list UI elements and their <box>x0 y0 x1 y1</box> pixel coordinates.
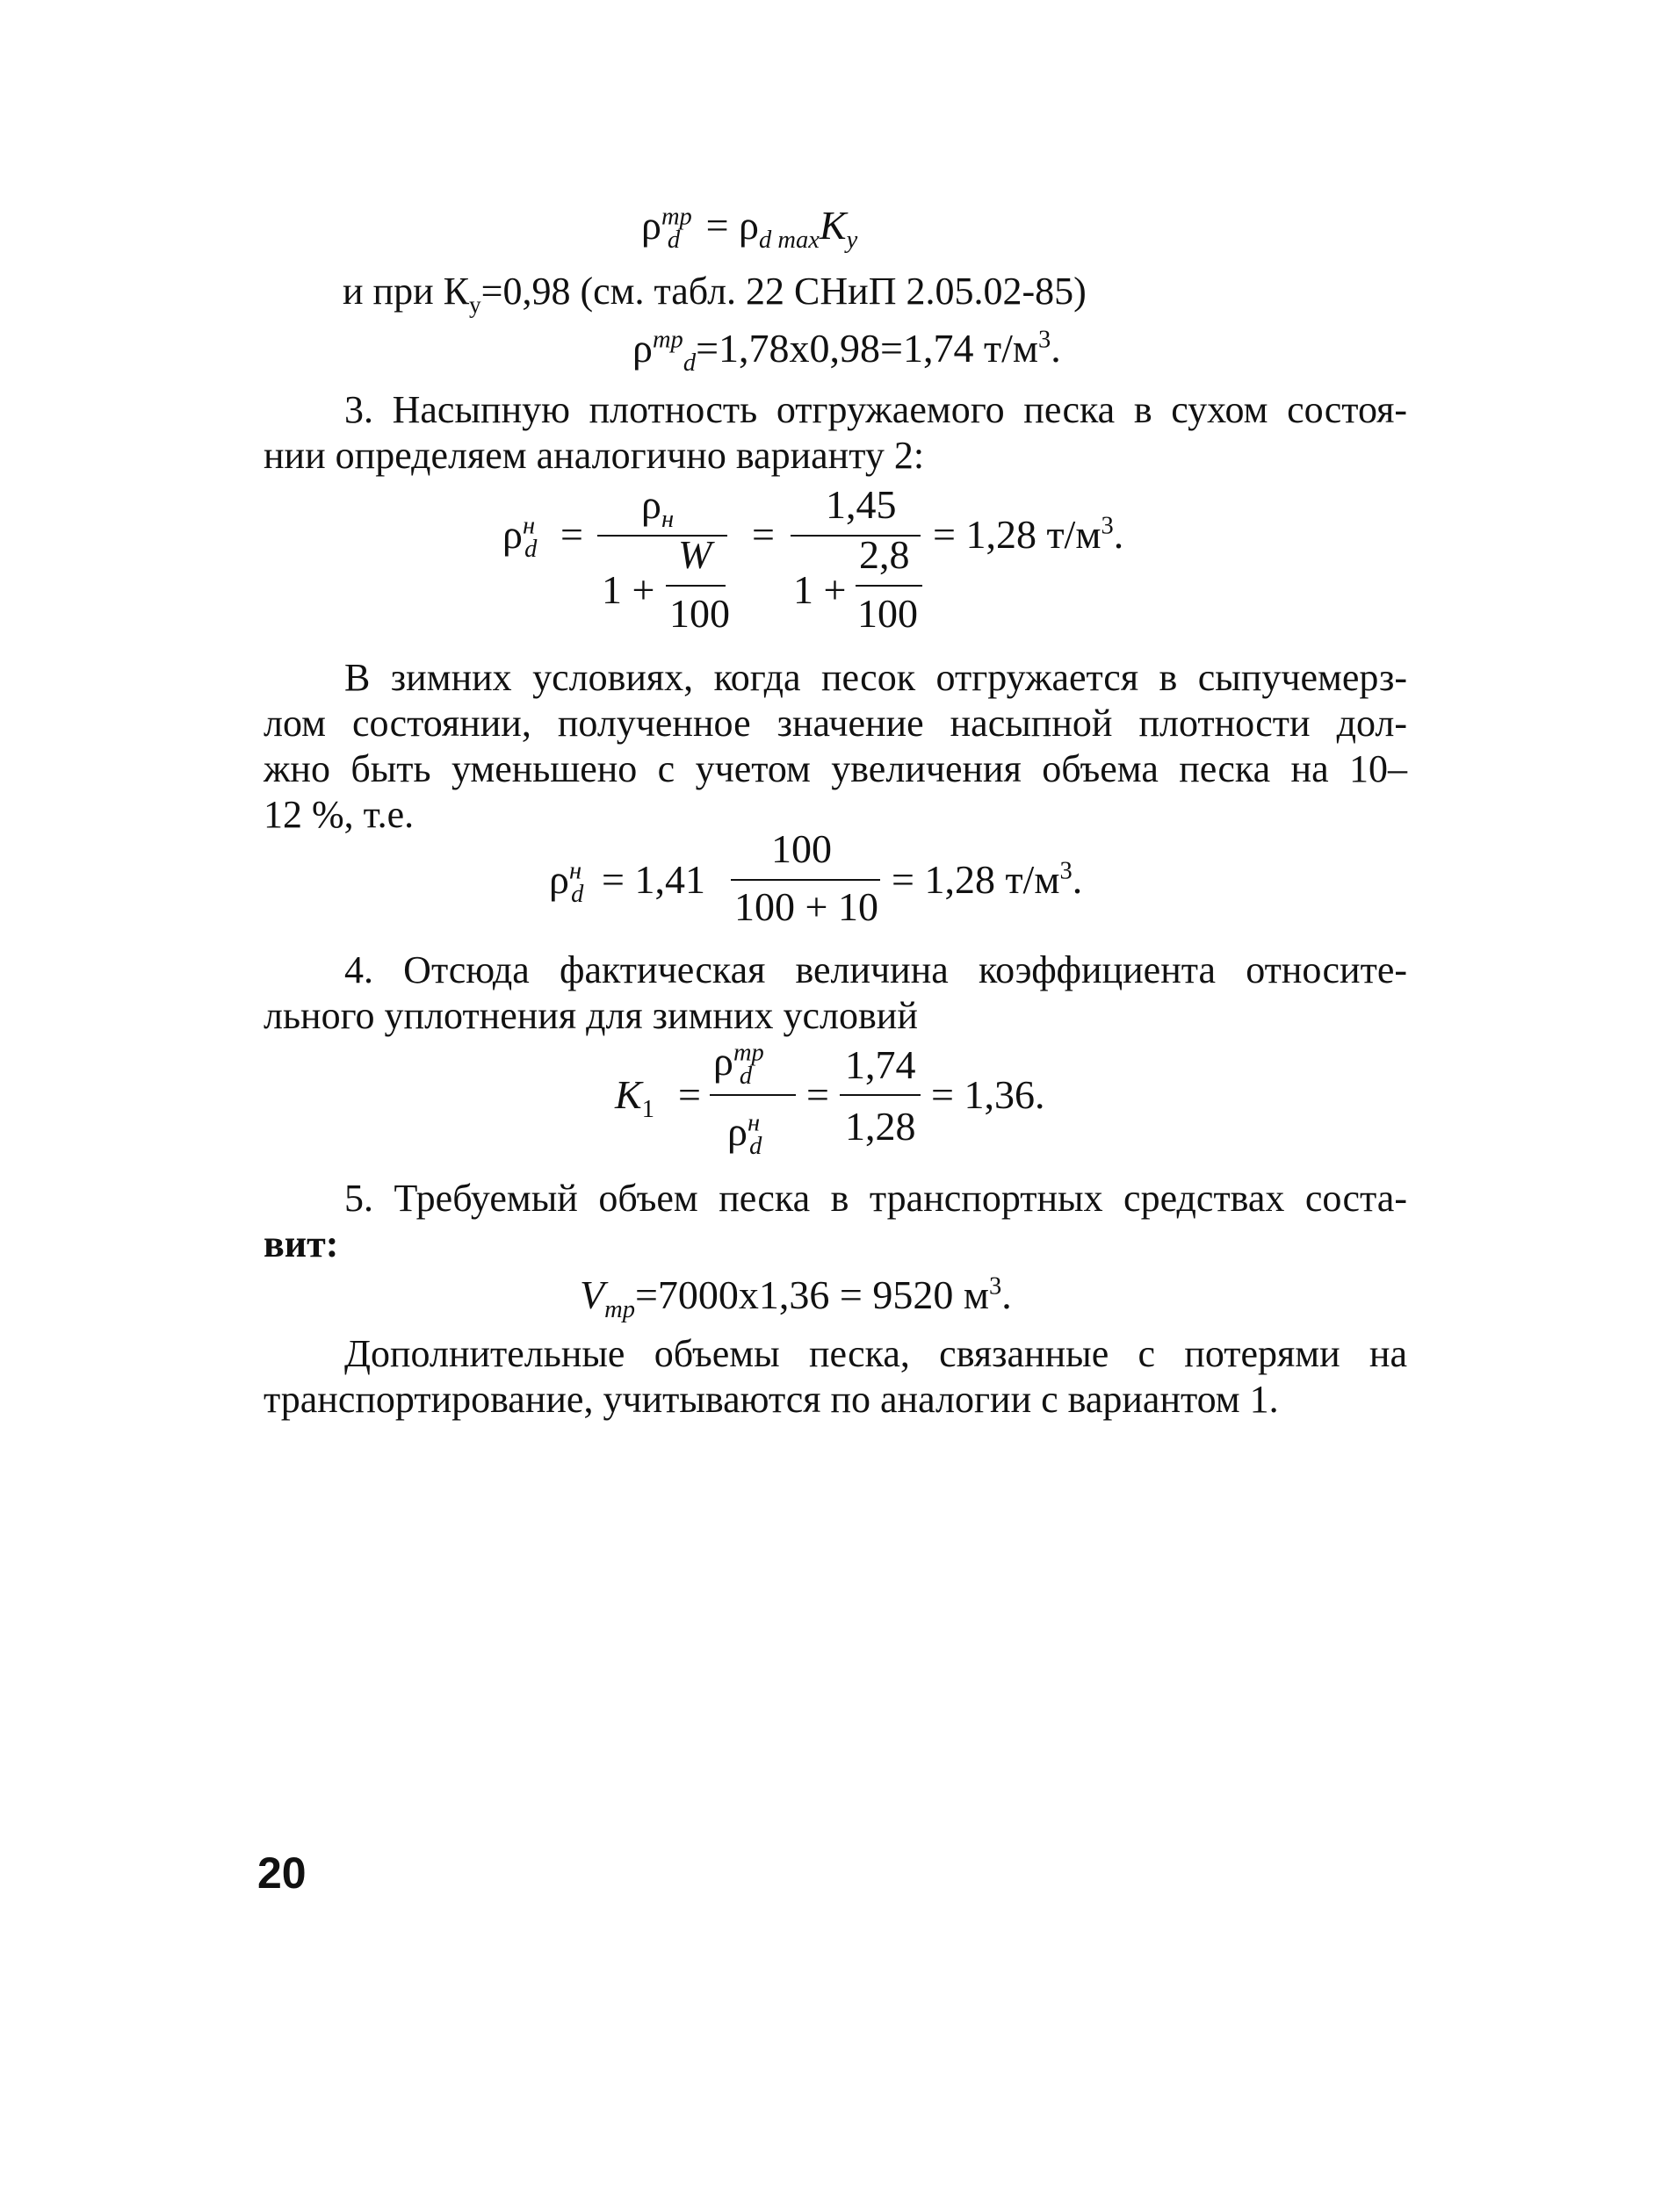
f3-result-sup: 3 <box>1101 512 1114 540</box>
f5-eq1: = <box>678 1072 701 1117</box>
f3-frac1-num-sub: н <box>661 506 675 534</box>
winter-line-3: жно быть уменьшено с учетом увеличения объема песка на 10– <box>264 747 1407 790</box>
f6-sup: 3 <box>988 1272 1002 1301</box>
final-line-1: Дополнительные объемы песка, связанные с потерями на <box>344 1332 1407 1375</box>
f3-lhs-sup: н <box>522 512 536 540</box>
ky-line-rest: =0,98 (см. табл. 22 СНиП 2.05.02-85) <box>480 270 1087 313</box>
para3-line2: нии определяем аналогично варианту 2: <box>264 434 925 477</box>
f5-lhs <box>615 1071 654 1124</box>
f5-result: = 1,36. <box>931 1072 1045 1117</box>
rhs-rho: = ρ <box>705 203 759 248</box>
winter-line-2: лом состоянии, полученное значение насыпной плотности дол- <box>264 702 1407 745</box>
f5-frac1-num-rho: ρ <box>713 1039 733 1084</box>
f6-lhs-sub: тр <box>604 1296 635 1324</box>
page-number: 20 <box>257 1848 307 1898</box>
f5-frac1-num <box>713 1038 764 1091</box>
k-symbol: K <box>819 203 847 248</box>
f3-frac1-den-prefix: 1 + <box>602 567 655 612</box>
f4-frac-den: 100 + 10 <box>734 884 878 929</box>
f3-frac1-inner-bar <box>666 585 726 587</box>
f4-lhs <box>549 856 584 909</box>
f3-eq2: = <box>752 512 775 557</box>
f4-coef: = 1,41 <box>602 857 705 902</box>
f6-dot: . <box>1001 1272 1012 1317</box>
rho-calc-unit-sup: 3 <box>1037 326 1051 354</box>
f3-frac2-inner-den: 100 <box>857 591 918 636</box>
rho-calc: ρ <box>632 326 653 371</box>
sup-tr: тр <box>661 203 692 231</box>
f5-frac1-den-sub: d <box>749 1133 762 1161</box>
f3-frac1-num-rho: ρ <box>641 482 661 527</box>
para4-line2: льного уплотнения для зимних условий <box>264 994 918 1037</box>
f3-lhs-rho: ρ <box>502 512 523 557</box>
rho-calc-rest: =1,78х0,98=1,74 т/м <box>696 326 1038 371</box>
f4-result-text: = 1,28 т/м <box>892 857 1060 902</box>
f4-lhs-rho: ρ <box>549 857 569 902</box>
para4-line1: 4. Отсюда фактическая величина коэффициента относите- <box>344 948 1407 991</box>
f3-lhs <box>502 511 538 564</box>
f6-lhs-v: V <box>580 1272 605 1317</box>
f5-frac1-num-sub: d <box>739 1063 753 1091</box>
winter-line-1: В зимних условиях, когда песок отгружается в сыпучемерз- <box>344 656 1407 699</box>
f5-frac2-num: 1,74 <box>845 1042 916 1087</box>
f3-frac2-den-prefix: 1 + <box>793 567 847 612</box>
rho-symbol: ρ <box>641 203 661 248</box>
f3-result <box>933 511 1123 558</box>
f5-frac2-den: 1,28 <box>845 1104 916 1149</box>
f3-frac2-inner-bar <box>856 585 922 587</box>
f5-frac1-den <box>727 1108 762 1161</box>
f3-result-dot: . <box>1113 512 1124 557</box>
para5-line1: 5. Требуемый объем песка в транспортных средствах соста- <box>344 1177 1407 1220</box>
winter-line-4: 12 %, т.е. <box>264 793 415 836</box>
rho-calc-dot: . <box>1051 326 1061 371</box>
f3-frac1-num <box>641 481 675 534</box>
formula-required-density <box>641 202 858 255</box>
f4-result <box>892 856 1082 904</box>
f4-lhs-sub: d <box>571 881 584 909</box>
rho-calc-sup: тр <box>652 326 683 354</box>
f4-result-sup: 3 <box>1059 857 1073 885</box>
f4-lhs-sup: н <box>568 857 582 885</box>
final-line-2: транспортирование, учитываются по аналогии с вариантом 1. <box>264 1378 1279 1421</box>
ky-line-sub: у <box>469 291 481 318</box>
f3-frac1-inner-num: W <box>678 532 712 577</box>
formula-density-calc <box>632 325 1061 378</box>
f6-rest: =7000х1,36 = 9520 м <box>634 1272 989 1317</box>
para3-line1: 3. Насыпную плотность отгружаемого песка в сухом состоя- <box>344 388 1407 431</box>
f3-frac2-inner-num: 2,8 <box>859 532 910 577</box>
f3-lhs-sub: d <box>524 536 538 564</box>
f5-lhs-k: K <box>615 1072 642 1117</box>
sub-d: d <box>667 227 681 255</box>
f5-frac1-num-sup: тр <box>733 1039 764 1067</box>
rhs-sub: d max <box>759 227 820 255</box>
f3-eq1: = <box>560 512 583 557</box>
f3-frac1-inner-den: 100 <box>669 591 730 636</box>
ky-line-start: и при К <box>343 270 469 313</box>
f4-frac-bar <box>731 879 880 881</box>
f3-frac2-num: 1,45 <box>826 482 897 527</box>
f4-result-dot: . <box>1072 857 1083 902</box>
f5-eq2: = <box>806 1072 829 1117</box>
f4-frac-num: 100 <box>771 826 832 871</box>
f5-lhs-sub: 1 <box>641 1096 654 1124</box>
para5-line2: вит: <box>264 1222 339 1265</box>
f5-frac1-den-rho: ρ <box>727 1109 748 1154</box>
rho-calc-sub: d <box>683 349 697 378</box>
f5-frac1-den-sup: н <box>747 1109 761 1137</box>
formula-volume <box>580 1272 1012 1324</box>
ky-line <box>343 268 1087 318</box>
f5-frac2-bar <box>840 1094 921 1096</box>
k-sub: y <box>846 227 858 255</box>
f5-frac1-bar <box>710 1094 796 1096</box>
f3-result-text: = 1,28 т/м <box>933 512 1101 557</box>
